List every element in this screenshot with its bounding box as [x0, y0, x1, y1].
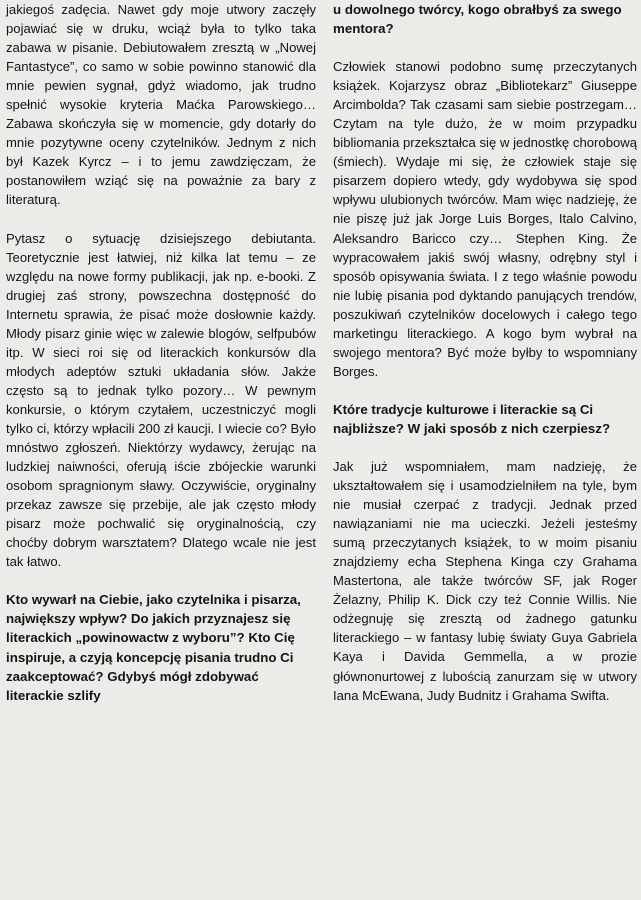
interview-question-continued: u dowolnego twórcy, kogo obrałbyś za swego mentora? [333, 2, 622, 37]
interview-question: Kto wywarł na Ciebie, jako czytelnika i pisarza, największy wpływ? Do jakich przyznajesz się literackich „powinowactw z wyboru”? Kto Cię inspiruje, a czyją koncepcję pisania trudno Ci zaakceptować? Gdybyś mógł zdobywać literackie szlify [6, 592, 301, 703]
interview-question: Które tradycje kulturowe i literackie są Ci najbliższe? W jaki sposób z nich czerpiesz? [333, 401, 611, 436]
answer-paragraph: Jak już wspomniałem, mam nadzieję, że ukształtowałem się i usamodzielniłem na tyle, bym nie musiał czerpać z tradycji. Jednak przed nawiązaniami nie ma ucieczki. Jeżeli jesteśmy sumą przeczytanych książek, to w moim pisaniu znajdziemy echa Stephena Kinga czy Grahama Mastertona, ale także twórców SF, jak Roger Żelazny, Philip K. Dick czy też Connie Willis. Nie odżegnuję się zresztą od żadnego gatunku literackiego – w fantasy lubię światy Guya Gabriela Kaya i Davida Gemmella, a w prozie głównonurtowej z lubością zanurzam się w utwory Iana McEwana, Judy Budnitz i Grahama Swifta. [333, 458, 637, 703]
left-column [0, 0, 316, 705]
answer-paragraph: jakiegoś zadęcia. Nawet gdy moje utwory zaczęły pojawiać się w druku, wciąż była to tylko taka zabawa w pisanie. Debiutowałem zresztą w „Nowej Fantastyce”, co samo w sobie powinno stanowić dla mnie pewien sygnał, gdyż wiadomo, jak trudno spełnić wysokie kryteria Maćka Parowskiego… Zabawa skończyła się w momencie, gdy dotarły do mnie pozytywne oceny czytelników. Jednym z nich był Kazek Kyrcz – i to jemu zawdzięczam, że postanowiłem wziąć się na poważnie za bary z literaturą. [6, 2, 316, 208]
answer-paragraph: Człowiek stanowi podobno sumę przeczytanych książek. Kojarzysz obraz „Bibliotekarz” Giuseppe Arcimbolda? Tak czasami sam siebie postrzegam… Czytam na tyle dużo, że w moim przypadku bibliomania przekształca się w jednostkę chorobową (śmiech). Wydaje mi się, że człowiek staje się pisarzem dopiero wtedy, gdy wydobywa się spod wpływu ulubionych twórców. Mam więc nadzieję, że nie piszę już jak Jorge Luis Borges, Italo Calvino, Aleksandro Baricco czy… Stephen King. Że wypracowałem jakiś swój własny, odrębny styl i sposób opisywania świata. I z tego właśnie powodu nie lubię pisania pod dyktando panujących trendów, poszukiwań czytelników docelowych i całego tego marketingu literackiego. A kogo bym wybrał na swojego mentora? Być może byłby to wspomniany Borges. [333, 59, 637, 379]
right-column [333, 0, 639, 705]
answer-paragraph: Pytasz o sytuację dzisiejszego debiutanta. Teoretycznie jest łatwiej, niż kilka lat temu – ze względu na nowe formy publikacji, jak np. e-booki. Z drugiej zaś strony, powszechna dostępność do Internetu sprawia, że pisać może dosłownie każdy. Młody pisarz ginie więc w zalewie blogów, selfpubów itp. W sieci roi się od literackich konkursów dla młodych adeptów sztuki układania słów. Jakże często są to jednak tylko pozory… W pewnym konkursie, o którym czytałem, uczestniczyć mogli tylko ci, którzy wpłacili 200 zł kaucji. I wiecie co? Było mnóstwo zgłoszeń. Niektórzy wydawcy, żerując na ludzkiej naiwności, oferują iście zbójeckie warunki osobom spragnionym sławy. Oczywiście, oryginalny przekaz zawsze się przebije, ale jak często młody pisarz może pochwalić się oryginalnością, czy choćby dobrym warsztatem? Dlatego wcale nie jest tak łatwo. [6, 230, 316, 570]
